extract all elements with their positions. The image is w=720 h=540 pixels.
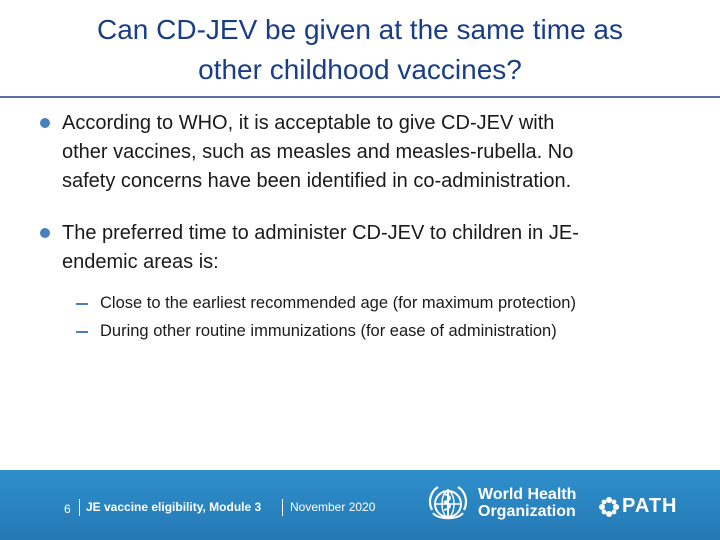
module-label: JE vaccine eligibility, Module 3: [86, 500, 262, 514]
bullet-2-line-1: The preferred time to administer CD-JEV to children in JE-: [62, 222, 579, 244]
who-line-2: Organization: [478, 503, 576, 520]
footer-separator: [79, 499, 80, 516]
who-line-1: World Health: [478, 486, 577, 503]
sub-item-2-text: During other routine immunizations (for ease of administration): [100, 322, 557, 340]
date-label: November 2020: [290, 500, 376, 514]
title-divider: [0, 96, 720, 98]
who-wordmark: [478, 486, 576, 520]
bullet-dot-icon: [40, 118, 50, 128]
sub-item-1-text: Close to the earliest recommended age (for maximum protection): [100, 294, 576, 312]
page-number: 6: [64, 502, 71, 516]
slide-title-line-1: Can CD-JEV be given at the same time as: [96, 14, 623, 45]
bullet-1-line-3: safety concerns have been identified in co-administration.: [62, 170, 572, 192]
dash-icon: [76, 303, 88, 305]
bullet-1-line-1: According to WHO, it is acceptable to give CD-JEV with: [62, 112, 555, 134]
footer-separator: [282, 499, 283, 516]
footer-bar: [0, 470, 720, 540]
bullet-dot-icon: [40, 228, 50, 238]
bullet-1-line-2: other vaccines, such as measles and measles-rubella. No: [62, 141, 574, 163]
path-flower-icon: [598, 496, 620, 518]
dash-icon: [76, 331, 88, 333]
who-emblem-icon: [424, 480, 472, 528]
path-wordmark: PATH: [622, 495, 678, 517]
slide-title-line-2: other childhood vaccines?: [198, 54, 522, 85]
bullet-2-line-2: endemic areas is:: [62, 251, 219, 273]
slide-title: [20, 10, 700, 90]
